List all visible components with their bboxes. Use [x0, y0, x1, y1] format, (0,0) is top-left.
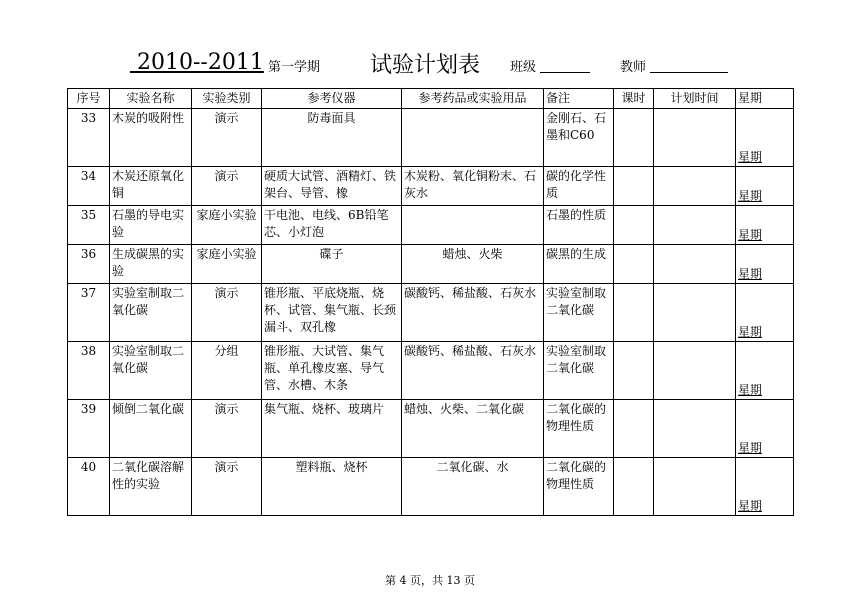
row-hours	[614, 342, 654, 400]
col-header-no: 序号	[68, 89, 110, 109]
row-no: 33	[68, 109, 110, 167]
table-row	[68, 458, 794, 516]
col-header-hours: 课时	[614, 89, 654, 109]
row-remark: 二氧化碳的物理性质	[544, 458, 614, 516]
row-hours	[614, 284, 654, 342]
row-type: 演示	[192, 284, 262, 342]
row-type: 演示	[192, 400, 262, 458]
col-header-type: 实验类别	[192, 89, 262, 109]
row-no: 40	[68, 458, 110, 516]
weekday-label: 星期	[738, 267, 763, 281]
page-footer: 第 4 页，共 13 页	[385, 574, 475, 587]
row-name: 倾倒二氧化碳	[110, 400, 192, 458]
row-weekday	[736, 342, 794, 400]
col-header-plan-time: 计划时间	[654, 89, 736, 109]
row-remark: 碳黑的生成	[544, 245, 614, 284]
row-reagents: 蜡烛、火柴、二氧化碳	[402, 400, 544, 458]
col-header-name: 实验名称	[110, 89, 192, 109]
table-row	[68, 342, 794, 400]
row-no: 37	[68, 284, 110, 342]
row-name: 实验室制取二氧化碳	[110, 284, 192, 342]
row-plan-time	[654, 206, 736, 245]
term-label: 第一学期	[268, 60, 321, 75]
row-name: 石墨的导电实验	[110, 206, 192, 245]
row-hours	[614, 458, 654, 516]
col-header-apparatus: 参考仪器	[262, 89, 402, 109]
row-reagents: 木炭粉、氧化铜粉末、石灰水	[402, 167, 544, 206]
row-plan-time	[654, 342, 736, 400]
table-header-row	[68, 89, 794, 109]
row-weekday	[736, 245, 794, 284]
row-weekday	[736, 167, 794, 206]
col-header-weekday: 星期	[736, 89, 794, 109]
table-row	[68, 400, 794, 458]
row-reagents: 蜡烛、火柴	[402, 245, 544, 284]
row-type: 家庭小实验	[192, 206, 262, 245]
row-apparatus: 碟子	[262, 245, 402, 284]
row-hours	[614, 109, 654, 167]
row-reagents	[402, 109, 544, 167]
row-weekday	[736, 284, 794, 342]
teacher-blank	[650, 72, 728, 73]
row-hours	[614, 400, 654, 458]
row-type: 分组	[192, 342, 262, 400]
row-hours	[614, 245, 654, 284]
row-name: 木炭还原氧化铜	[110, 167, 192, 206]
row-plan-time	[654, 400, 736, 458]
page-header	[0, 48, 860, 78]
row-apparatus: 硬质大试管、酒精灯、铁架台、导管、橡	[262, 167, 402, 206]
row-no: 35	[68, 206, 110, 245]
row-reagents: 碳酸钙、稀盐酸、石灰水	[402, 342, 544, 400]
row-remark: 实验室制取二氧化碳	[544, 342, 614, 400]
weekday-label: 星期	[738, 228, 763, 242]
row-type: 演示	[192, 167, 262, 206]
weekday-label: 星期	[738, 441, 763, 455]
row-no: 39	[68, 400, 110, 458]
row-no: 36	[68, 245, 110, 284]
row-plan-time	[654, 167, 736, 206]
row-name: 生成碳黑的实验	[110, 245, 192, 284]
row-no: 38	[68, 342, 110, 400]
row-no: 34	[68, 167, 110, 206]
school-year: 2010--2011	[130, 50, 264, 75]
row-plan-time	[654, 109, 736, 167]
weekday-label: 星期	[738, 325, 763, 339]
row-reagents: 碳酸钙、稀盐酸、石灰水	[402, 284, 544, 342]
page-title: 试验计划表	[370, 53, 481, 78]
class-label: 班级	[510, 60, 537, 75]
row-reagents	[402, 206, 544, 245]
row-apparatus: 集气瓶、烧杯、玻璃片	[262, 400, 402, 458]
col-header-reagents: 参考药品或实验用品	[402, 89, 544, 109]
row-plan-time	[654, 245, 736, 284]
weekday-label: 星期	[738, 189, 763, 203]
row-type: 演示	[192, 109, 262, 167]
row-apparatus: 塑料瓶、烧杯	[262, 458, 402, 516]
table-row	[68, 206, 794, 245]
row-name: 二氧化碳溶解性的实验	[110, 458, 192, 516]
row-type: 演示	[192, 458, 262, 516]
row-remark: 二氧化碳的物理性质	[544, 400, 614, 458]
row-apparatus: 防毒面具	[262, 109, 402, 167]
col-header-remark: 备注	[544, 89, 614, 109]
row-name: 实验室制取二氧化碳	[110, 342, 192, 400]
table-row	[68, 167, 794, 206]
table-row	[68, 284, 794, 342]
row-plan-time	[654, 284, 736, 342]
weekday-label: 星期	[738, 499, 763, 513]
row-plan-time	[654, 458, 736, 516]
row-reagents: 二氧化碳、水	[402, 458, 544, 516]
row-apparatus: 锥形瓶、大试管、集气瓶、单孔橡皮塞、导气管、水槽、木条	[262, 342, 402, 400]
teacher-label: 教师	[620, 60, 647, 75]
row-hours	[614, 167, 654, 206]
row-remark: 实验室制取二氧化碳	[544, 284, 614, 342]
weekday-label: 星期	[738, 383, 763, 397]
row-weekday	[736, 400, 794, 458]
table-row	[68, 109, 794, 167]
experiment-plan-table	[67, 88, 794, 516]
row-apparatus: 锥形瓶、平底烧瓶、烧杯、试管、集气瓶、长颈漏斗、双孔橡	[262, 284, 402, 342]
row-remark: 石墨的性质	[544, 206, 614, 245]
row-type: 家庭小实验	[192, 245, 262, 284]
row-remark: 金刚石、石墨和C60	[544, 109, 614, 167]
weekday-label: 星期	[738, 150, 763, 164]
row-weekday	[736, 206, 794, 245]
class-blank	[540, 72, 590, 73]
row-name: 木炭的吸附性	[110, 109, 192, 167]
table-row	[68, 245, 794, 284]
row-weekday	[736, 109, 794, 167]
row-remark: 碳的化学性质	[544, 167, 614, 206]
row-weekday	[736, 458, 794, 516]
row-hours	[614, 206, 654, 245]
row-apparatus: 干电池、电线、6B铅笔芯、小灯泡	[262, 206, 402, 245]
